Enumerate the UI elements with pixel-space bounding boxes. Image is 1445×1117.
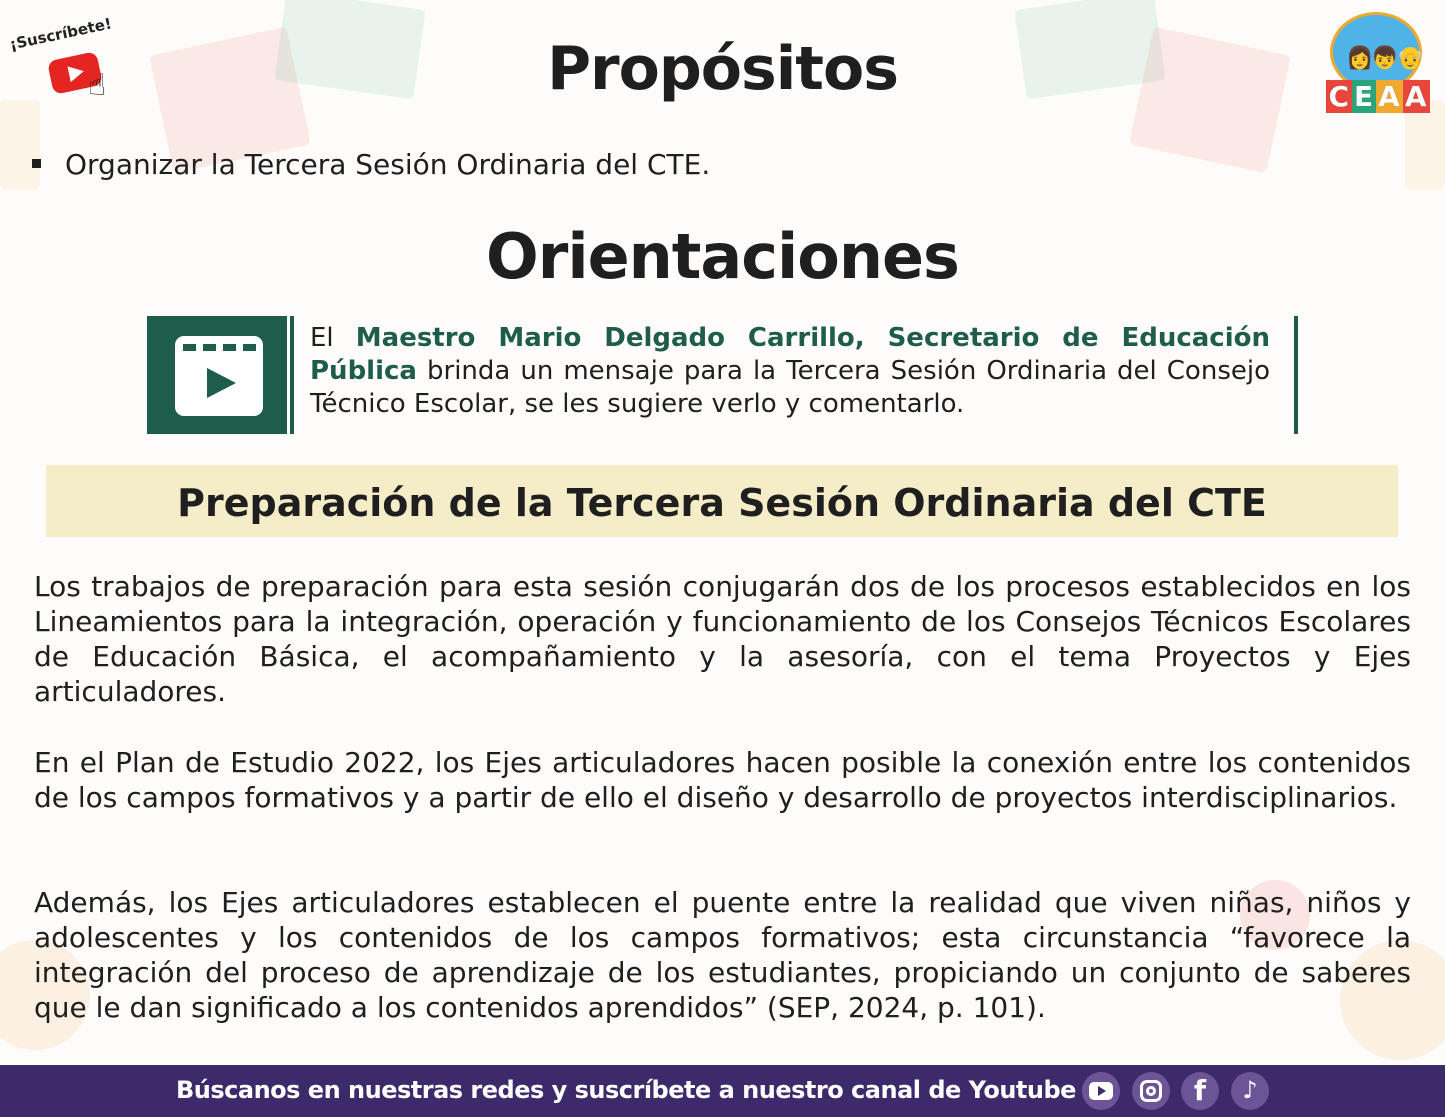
preparacion-banner: [46, 465, 1398, 537]
orientaciones-heading: Orientaciones: [486, 220, 959, 293]
bullet-icon: [32, 159, 41, 168]
footer-text: Búscanos en nuestras redes y suscríbete a nuestro canal de Youtube: [176, 1076, 1076, 1104]
facebook-icon[interactable]: f: [1181, 1072, 1219, 1110]
video-frame: [175, 336, 263, 416]
video-icon: [147, 316, 287, 434]
preparacion-paragraph: Los trabajos de preparación para esta sesión conjugarán dos de los procesos establecidos en los Lineamientos para la integración, operación y funcionamiento de los Consejos Técnicos Escolares de Educación Básica, el acompañamiento y la asesoría, con el tema Proyectos y Ejes articuladores.: [34, 570, 1411, 708]
orientaciones-highlight: Maestro Mario Delgado Carrillo, Secretario de Educación Pública: [310, 323, 1270, 386]
papel-picado-decoration: [1405, 100, 1445, 190]
propositos-list-item: [32, 148, 710, 181]
orientaciones-text: El Maestro Mario Delgado Carrillo, Secretario de Educación Pública brinda un mensaje para la Tercera Sesión Ordinaria del Consejo Técnico Escolar, se les sugiere verlo y comentarlo.: [310, 323, 1270, 419]
divider: [1294, 316, 1298, 434]
propositos-heading: Propósitos: [547, 34, 898, 104]
tiktok-icon[interactable]: ♪: [1231, 1072, 1269, 1110]
propositos-item-text: Organizar la Tercera Sesión Ordinaria del CTE.: [65, 148, 711, 181]
preparacion-title: Preparación de la Tercera Sesión Ordinaria del CTE: [177, 481, 1267, 525]
youtube-icon[interactable]: [1082, 1072, 1120, 1110]
people-icon: 👩👦👴: [1346, 46, 1423, 71]
instagram-icon[interactable]: [1132, 1072, 1170, 1110]
hand-cursor-icon: ☝: [88, 68, 107, 103]
play-icon: [207, 368, 236, 398]
logo-wordmark: C E A A: [1328, 80, 1428, 113]
preparacion-paragraph: En el Plan de Estudio 2022, los Ejes articuladores hacen posible la conexión entre los contenidos de los campos formativos y a partir de ello el diseño y desarrollo de proyectos interdisciplinarios.: [34, 746, 1411, 814]
subscribe-label: ¡Suscríbete!: [8, 14, 114, 54]
divider: [290, 316, 294, 434]
footer-bar: [0, 1065, 1445, 1117]
preparacion-paragraph: Además, los Ejes articuladores establecen el puente entre la realidad que viven niñas, niños y adolescentes y los contenidos de los campos formativos; esta circunstancia “favorece la integración del proceso de aprendizaje de los estudiantes, propiciando un conjunto de saberes que le dan significado a los contenidos aprendidos” (SEP, 2024, p. 101).: [34, 886, 1411, 1024]
